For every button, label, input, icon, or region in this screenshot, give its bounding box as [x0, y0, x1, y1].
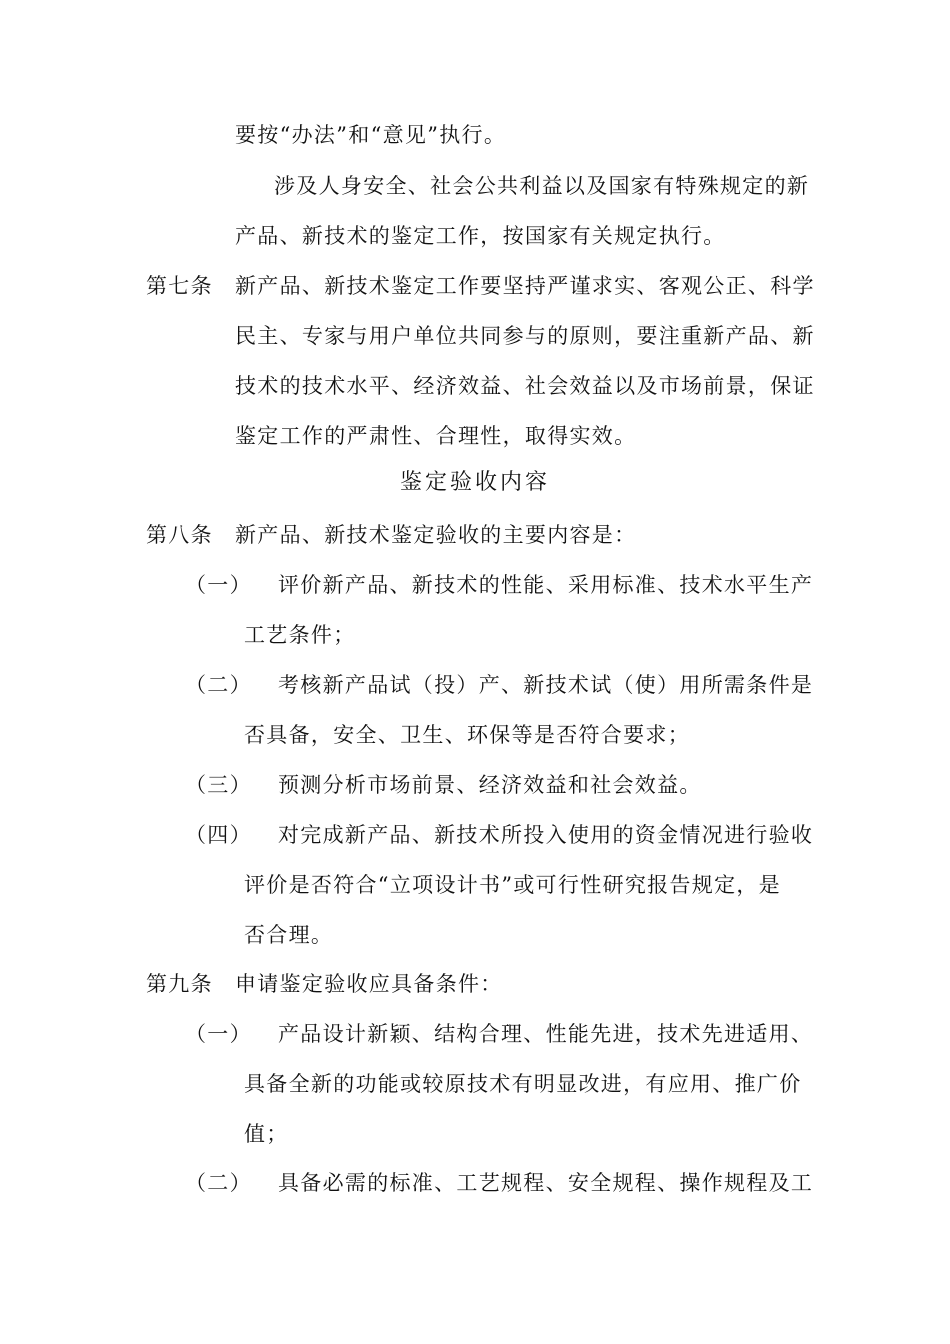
item-number: （四） [185, 823, 252, 847]
paragraph-line: 评价新产品、新技术的性能、采用标准、技术水平生产 [278, 573, 814, 597]
paragraph-line: 否合理。 [244, 923, 334, 947]
article-label: 第九条 [146, 972, 213, 996]
paragraph-line: 产品、新技术的鉴定工作，按国家有关规定执行。 [235, 224, 726, 248]
paragraph-line: 申请鉴定验收应具备条件： [235, 972, 503, 996]
paragraph-line: 具备全新的功能或较原技术有明显改进，有应用、推广价 [244, 1072, 802, 1096]
article-label: 第八条 [146, 523, 213, 547]
paragraph-line: 否具备，安全、卫生、环保等是否符合要求； [244, 723, 690, 747]
paragraph-line: 考核新产品试（投）产、新技术试（使）用所需条件是 [278, 673, 814, 697]
item-number: （三） [185, 773, 252, 797]
item-number: （二） [185, 673, 252, 697]
paragraph-line: 具备必需的标准、工艺规程、安全规程、操作规程及工 [278, 1171, 814, 1195]
item-number: （一） [185, 573, 252, 597]
paragraph-line: 预测分析市场前景、经济效益和社会效益。 [278, 773, 702, 797]
paragraph-line: 工艺条件； [244, 623, 356, 647]
paragraph-line: 评价是否符合“立项设计书”或可行性研究报告规定，是 [244, 873, 781, 897]
paragraph-line: 新产品、新技术鉴定验收的主要内容是： [235, 523, 637, 547]
paragraph-line: 民主、专家与用户单位共同参与的原则，要注重新产品、新 [235, 324, 815, 348]
paragraph-line: 技术的技术水平、经济效益、社会效益以及市场前景，保证 [235, 374, 815, 398]
paragraph-line: 值； [244, 1122, 289, 1146]
article-label: 第七条 [146, 274, 213, 298]
paragraph-line: 对完成新产品、新技术所投入使用的资金情况进行验收 [278, 823, 814, 847]
item-number: （一） [185, 1022, 252, 1046]
paragraph-line: 要按“办法”和“意见”执行。 [235, 123, 507, 147]
paragraph-line: 产品设计新颖、结构合理、性能先进，技术先进适用、 [278, 1022, 814, 1046]
paragraph-line: 涉及人身安全、社会公共利益以及国家有特殊规定的新 [274, 174, 810, 198]
section-title: 鉴定验收内容 [400, 470, 551, 495]
paragraph-line: 新产品、新技术鉴定工作要坚持严谨求实、客观公正、科学 [235, 274, 815, 298]
item-number: （二） [185, 1171, 252, 1195]
paragraph-line: 鉴定工作的严肃性、合理性，取得实效。 [235, 424, 637, 448]
